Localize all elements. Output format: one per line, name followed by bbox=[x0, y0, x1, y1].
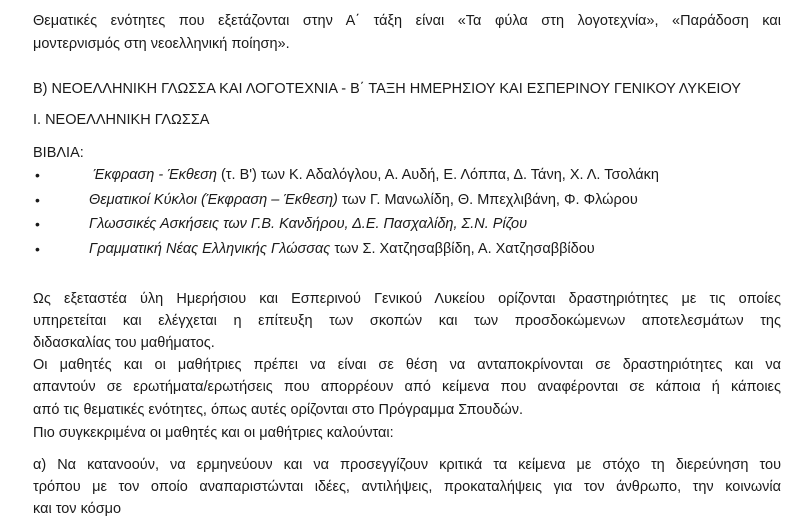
book-authors: των Γ.Β. Κανδήρου, Δ.Ε. Πασχαλίδη, Σ.Ν. Ρίζου bbox=[219, 216, 528, 232]
book-title: Γλωσσικές Ασκήσεις bbox=[89, 216, 220, 232]
book-title: Έκφραση - Έκθεση bbox=[93, 167, 217, 183]
body-paragraph-4-line-1: α) Να κατανοούν, να ερμηνεύουν και να προσεγγίζουν κριτικά τα κείμενα με στόχο τη διερεύνηση του bbox=[33, 457, 781, 473]
bullet-icon: • bbox=[35, 167, 40, 183]
book-entry bbox=[89, 215, 527, 233]
intro-line-1: Θεματικές ενότητες που εξετάζονται στην Α΄ τάξη είναι «Τα φύλα στη λογοτεχνία», «Παράδοση και bbox=[33, 13, 781, 29]
book-authors: των Γ. Μανωλίδη, Θ. Μπεχλιβάνη, Φ. Φλώρου bbox=[337, 192, 638, 208]
bullet-icon: • bbox=[35, 241, 40, 257]
book-entry bbox=[93, 166, 659, 184]
section-subheading: Ι. ΝΕΟΕΛΛΗΝΙΚΗ ΓΛΩΣΣΑ bbox=[33, 112, 210, 128]
body-paragraph-1-line-2: υπηρετείται και ελέγχεται η επίτευξη των σκοπών και των προσδοκώμενων αποτελεσμάτων της bbox=[33, 313, 781, 329]
book-title: Γραμματική Νέας Ελληνικής Γλώσσας bbox=[89, 241, 331, 257]
body-paragraph-1-line-1: Ως εξεταστέα ύλη Ημερήσιου και Εσπερινού Γενικού Λυκείου ορίζονται δραστηριότητες με τις οποίες bbox=[33, 291, 781, 307]
book-title: Θεματικοί Κύκλοι (Έκφραση – Έκθεση) bbox=[89, 192, 338, 208]
body-paragraph-4-line-2: τρόπου με τον οποίο αναπαριστώνται ιδέες, αντιλήψεις, προκαταλήψεις για τον άνθρωπο, την κοινωνία bbox=[33, 479, 781, 495]
section-heading: Β) ΝΕΟΕΛΛΗΝΙΚΗ ΓΛΩΣΣΑ ΚΑΙ ΛΟΓΟΤΕΧΝΙΑ - Β΄ ΤΑΞΗ ΗΜΕΡΗΣΙΟΥ ΚΑΙ ΕΣΠΕΡΙΝΟΥ ΓΕΝΙΚΟΥ ΛΥΚΕΙΟΥ bbox=[33, 81, 741, 97]
bullet-icon: • bbox=[35, 192, 40, 208]
body-paragraph-2-line-2: απαντούν σε ερωτήματα/ερωτήσεις που απορρέουν από κείμενα που αναφέρονται σε κάποια ή κάποιες bbox=[33, 379, 781, 395]
books-label: ΒΙΒΛΙΑ: bbox=[33, 145, 84, 161]
body-paragraph-1-line-3: διδασκαλίας του μαθήματος. bbox=[33, 335, 215, 351]
book-entry bbox=[89, 240, 595, 258]
intro-line-2: μοντερνισμός στη νεοελληνική ποίηση». bbox=[33, 36, 290, 52]
bullet-icon: • bbox=[35, 216, 40, 232]
body-paragraph-2-line-1: Οι μαθητές και οι μαθήτριες πρέπει να είναι σε θέση να ανταποκρίνονται σε δραστηριότητες και να bbox=[33, 357, 781, 373]
body-paragraph-3: Πιο συγκεκριμένα οι μαθητές και οι μαθήτριες καλούνται: bbox=[33, 425, 394, 441]
book-entry bbox=[89, 191, 638, 209]
body-paragraph-4-line-3: και τον κόσμο bbox=[33, 501, 122, 517]
book-authors: (τ. Β') των Κ. Αδαλόγλου, Α. Αυδή, Ε. Λόππα, Δ. Τάνη, Χ. Λ. Τσολάκη bbox=[216, 167, 659, 183]
body-paragraph-2-line-3: από τις θεματικές ενότητες, όπως αυτές ορίζονται στο Πρόγραμμα Σπουδών. bbox=[33, 402, 524, 418]
book-authors: των Σ. Χατζησαββίδη, Α. Χατζησαββίδου bbox=[330, 241, 595, 257]
